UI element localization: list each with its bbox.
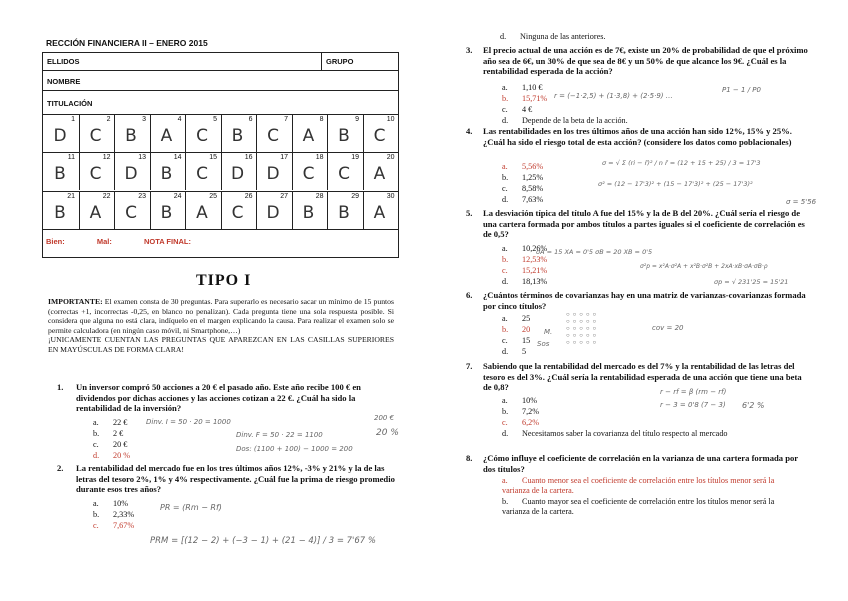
answer-option — [502, 336, 562, 346]
answer-option — [500, 32, 700, 42]
answer-option — [502, 116, 702, 126]
option-text: 8,58% — [522, 184, 544, 193]
answer-sheet — [42, 52, 399, 258]
answer-option — [502, 195, 622, 205]
hand-q7-b: r − 3 = 0'8 (7 − 3) — [660, 401, 726, 409]
answer-number: 4 — [177, 116, 182, 123]
answer-number: 22 — [102, 193, 111, 200]
option-text: 7,63% — [522, 195, 544, 204]
option-letter: b. — [93, 429, 100, 438]
answer-option — [502, 255, 622, 265]
question-number: 5. — [466, 208, 473, 218]
option-letter: d. — [502, 195, 509, 204]
hand-q4-sub: σ² = (12 − 17'3)² + (15 − 17'3)² + (25 − 17'3)² — [598, 180, 753, 188]
instructions-text: El examen consta de 30 preguntas. Para superarlo es necesario sacar un mínimo de 15 puntos (correctas +1, incorrectas -0,25, en blanco no penalizan). Cada pregunta tiene una sola respuesta posible. Si considera que alguna no está clara, indíquelo en el margen explicando la causa. Para realizar el examen solo se permite calculadora (en ningún caso móvil, ni Smartphone,…) — [48, 297, 395, 335]
option-letter: d. — [502, 429, 509, 438]
answer-number: 14 — [173, 154, 182, 161]
answer-option — [502, 476, 796, 496]
option-text: Cuanto mayor sea el coeficiente de correlación entre los títulos menor será la varianza de la cartera. — [502, 497, 775, 516]
option-letter: d. — [502, 116, 509, 125]
exam-page-right — [424, 0, 848, 601]
answer-cell[interactable]: B — [160, 164, 173, 184]
instructions — [48, 297, 394, 355]
answer-cell[interactable]: A — [302, 126, 315, 146]
option-text: 10,26% — [522, 244, 548, 253]
option-text: 5,56% — [522, 162, 544, 171]
answer-option — [502, 429, 802, 439]
hand-q1-a: Dinv. I = 50 · 20 = 1000 — [146, 418, 231, 426]
option-letter: b. — [502, 255, 509, 264]
hand-q2-calc: PRM = [(12 − 2) + (−3 − 1) + (21 − 4)] / 3 = 7'67 % — [150, 536, 376, 546]
option-text: 7,67% — [113, 521, 135, 530]
answer-cell[interactable]: C — [89, 126, 102, 146]
option-text: Ninguna de las anteriores. — [520, 32, 606, 41]
option-text: 1,25% — [522, 173, 544, 182]
answer-number: 26 — [244, 193, 253, 200]
option-letter: a. — [502, 244, 508, 253]
answer-number: 17 — [280, 154, 288, 161]
answer-number: 11 — [67, 154, 75, 161]
option-letter: a. — [502, 83, 508, 92]
answer-cell[interactable]: A — [160, 126, 173, 146]
hand-q6-cov: cov = 20 — [652, 324, 684, 332]
option-letter: c. — [93, 521, 99, 530]
answer-option — [502, 497, 796, 517]
apellidos-label: ELLIDOS — [47, 57, 80, 66]
nota-final-label: NOTA FINAL: — [143, 237, 192, 246]
hand-q2-formula: PR = (Rm − Rf) — [160, 503, 222, 512]
option-letter: b. — [502, 497, 509, 506]
question-number: 2. — [57, 463, 64, 473]
question-number: 4. — [466, 126, 473, 136]
answer-cell[interactable]: B — [54, 164, 66, 184]
option-letter: c. — [502, 336, 508, 345]
instructions-caps: ¡UNICAMENTE CUENTAN LAS PREGUNTAS QUE APAREZCAN EN LAS CASILLAS SUPERIORES EN MAYÚSCULAS DE FORMA CLARA! — [48, 335, 394, 354]
hand-q7-res: 6'2 % — [742, 401, 765, 410]
answer-number: 10 — [386, 116, 395, 123]
hand-q3-calc: r = (−1·2,5) + (1·3,8) + (2·5·9) … — [554, 92, 673, 100]
option-text: 2,33% — [113, 510, 135, 519]
option-text: 22 € — [113, 418, 128, 427]
answer-number: 16 — [244, 154, 253, 161]
option-text: 4 € — [522, 105, 533, 114]
question-text: La desviación típica del título A fue del 15% y la de B del 20%. ¿Cuál sería el riesgo de una cartera formada por ambos títulos a partes iguales si el coeficiente de correlación es de 0,5? — [483, 208, 805, 240]
answer-number: 21 — [67, 193, 75, 200]
question-text: ¿Cuántos términos de covarianzas hay en una matriz de varianzas-covarianzas formada por cinco títulos? — [483, 290, 806, 311]
hand-q6-matrix: ○○○○○ ○○○○○ ○○○○○ ○○○○○ ○○○○○ — [566, 312, 600, 346]
exam-type-title: TIPO I — [196, 272, 252, 289]
answer-option — [93, 429, 213, 439]
answer-cell[interactable]: B — [160, 203, 173, 223]
hand-q4-calc: σ = √ Σ (ri − r̄)² / n r̄ = (12 + 15 + 25) / 3 = 17'3 — [602, 159, 761, 167]
option-letter: b. — [93, 510, 100, 519]
mal-label: Mal: — [96, 237, 112, 246]
hand-q6-m: M. — [544, 328, 553, 336]
answer-number: 3 — [142, 116, 146, 123]
option-text: 2 € — [113, 429, 124, 438]
answer-cell[interactable]: A — [196, 203, 208, 223]
answer-option — [502, 418, 802, 428]
answer-cell[interactable]: A — [89, 203, 102, 223]
answer-option — [93, 510, 163, 520]
answer-cell[interactable]: C — [302, 164, 315, 184]
option-letter: b. — [502, 325, 509, 334]
option-letter: d. — [93, 451, 100, 460]
answer-number: 8 — [319, 116, 324, 123]
answer-number: 7 — [284, 116, 288, 123]
answer-cell[interactable]: C — [196, 164, 208, 184]
option-letter: c. — [93, 440, 99, 449]
answer-number: 19 — [351, 154, 359, 161]
option-text: 20 € — [113, 440, 128, 449]
option-letter: a. — [93, 418, 99, 427]
answer-cell[interactable]: D — [230, 164, 245, 184]
hand-q6-sos: Sos — [537, 340, 550, 348]
answer-number: 2 — [106, 116, 111, 123]
answer-number: 24 — [173, 193, 182, 200]
answer-cell[interactable]: C — [267, 126, 279, 146]
answer-cell[interactable]: C — [196, 126, 208, 146]
option-letter: c. — [502, 418, 508, 427]
answer-cell[interactable]: C — [125, 203, 137, 223]
question-text: Las rentabilidades en los tres últimos años de una acción han sido 12%, 15% y 25%. ¿Cuál ha sido el riesgo total de esta acción? (considere los datos como poblacionales) — [483, 126, 792, 147]
option-letter: b. — [502, 94, 509, 103]
answer-option — [502, 314, 562, 324]
option-text: Depende de la beta de la acción. — [522, 116, 628, 125]
answer-number: 25 — [209, 193, 217, 200]
option-text: 15 — [522, 336, 531, 345]
answer-number: 12 — [102, 154, 111, 161]
question-text: La rentabilidad del mercado fue en los tres últimos años 12%, -3% y 21% y la de las letras del tesoro 2%, 1% y 4% respectivamente. ¿Cuál fue la prima de riesgo promedio durante esos tres años? — [76, 463, 395, 495]
answer-cell[interactable]: C — [89, 164, 102, 184]
question-number: 7. — [466, 361, 473, 371]
option-text: 20 % — [113, 451, 131, 460]
answer-number: 20 — [386, 154, 395, 161]
hand-q4-res: σ = 5'56 — [786, 198, 817, 206]
question-number: 3. — [466, 45, 473, 55]
option-letter: d. — [500, 32, 507, 41]
answer-option — [93, 451, 213, 461]
bien-label: Bien: — [46, 237, 65, 246]
question-number: 8. — [466, 453, 473, 463]
hand-q7-a: r − rf = β (rm − rf) — [660, 388, 727, 396]
question-text: ¿Cómo influye el coeficiente de correlación en la varianza de una cartera formada por dos títulos? — [483, 453, 798, 474]
answer-cell[interactable]: A — [373, 203, 386, 223]
answer-cell[interactable]: C — [231, 203, 244, 223]
question-text: Un inversor compró 50 acciones a 20 € el pasado año. Este año recibe 100 € en dividendos por dichas acciones y las acciones cotizan a 22 €. ¿Cuál ha sido la rentabilidad de la inversión? — [76, 382, 361, 414]
answer-number: 27 — [280, 193, 288, 200]
answer-cell[interactable]: C — [338, 164, 350, 184]
hand-q3-p: P1 − 1 / P0 — [722, 86, 761, 94]
option-text: Cuanto menor sea el coeficiente de correlación entre los títulos menor será la varianza de la cartera. — [502, 476, 775, 495]
option-letter: a. — [502, 476, 508, 485]
option-text: 5 — [522, 347, 527, 356]
option-text: 1,10 € — [522, 83, 543, 92]
option-letter: a. — [502, 162, 508, 171]
option-letter: b. — [502, 407, 509, 416]
hand-q1-c: Dos: (1100 + 100) − 1000 = 200 — [236, 445, 353, 453]
option-text: 10% — [522, 396, 538, 405]
answer-cell[interactable]: B — [338, 203, 350, 223]
answer-number: 29 — [351, 193, 359, 200]
option-letter: b. — [502, 173, 509, 182]
answer-cell[interactable]: D — [266, 164, 280, 184]
answer-cell[interactable]: D — [53, 126, 67, 146]
option-text: 10% — [113, 499, 129, 508]
answer-number: 5 — [213, 116, 217, 123]
answer-option — [93, 499, 163, 509]
question-number: 1. — [57, 382, 64, 392]
answer-cell[interactable]: A — [373, 164, 386, 184]
answer-cell[interactable]: D — [266, 203, 280, 223]
option-letter: c. — [502, 266, 508, 275]
question-text: El precio actual de una acción es de 7€, existe un 20% de probabilidad de que el próximo año sea de 6€, un 30% de que sea de 8€ y un 50% de que alcance los 9€. ¿Cuál es la rentabilidad esperada de la acción? — [483, 45, 808, 77]
hand-q1-r1: 200 € — [374, 414, 395, 422]
option-text: 15,21% — [522, 266, 548, 275]
answer-cell[interactable]: B — [231, 126, 244, 146]
answer-number: 9 — [355, 116, 359, 123]
hand-q1-r2: 20 % — [376, 428, 399, 438]
answer-number: 18 — [315, 154, 324, 161]
question-text: Sabiendo que la rentabilidad del mercado es del 7% y la rentabilidad de las letras del tesoro es del 3%. ¿Cuál sería la rentabilidad esperada de una acción que tiene una beta de 0,8? — [483, 361, 802, 393]
option-text: 7,2% — [522, 407, 540, 416]
answer-option — [502, 325, 562, 335]
answer-number: 6 — [248, 116, 253, 123]
option-letter: a. — [502, 314, 508, 323]
answer-cell[interactable]: B — [54, 203, 66, 223]
nombre-label: NOMBRE — [47, 77, 81, 86]
answer-option — [502, 277, 622, 287]
hand-q5-form: σ²p = x²A·σ²A + x²B·σ²B + 2xA·xB·σA·σB·ρ — [640, 263, 768, 270]
answer-number: 1 — [71, 116, 75, 123]
option-text: 25 — [522, 314, 531, 323]
option-text: 6,2% — [522, 418, 540, 427]
grupo-label: GRUPO — [326, 57, 354, 66]
instructions-label: IMPORTANTE: — [48, 297, 103, 306]
answer-cell[interactable]: B — [302, 203, 315, 223]
option-letter: a. — [93, 499, 99, 508]
answer-cell[interactable]: C — [373, 126, 386, 146]
answer-option — [502, 347, 562, 357]
answer-option — [502, 105, 702, 115]
hand-q5-res: σp = √ 231'25 = 15'21 — [714, 278, 789, 286]
option-text: 18,13% — [522, 277, 548, 286]
answer-option — [502, 266, 622, 276]
answer-cell[interactable]: B — [125, 126, 137, 146]
answer-cell[interactable]: B — [338, 126, 350, 146]
question-number: 6. — [466, 290, 473, 300]
option-letter: c. — [502, 184, 508, 193]
answer-number: 13 — [138, 154, 146, 161]
answer-option — [93, 440, 213, 450]
hand-q5-data: σA = 15 XA = 0'5 σB = 20 XB = 0'5 — [536, 248, 653, 256]
answer-option — [93, 521, 163, 531]
option-text: 20 — [522, 325, 531, 334]
option-letter: c. — [502, 105, 508, 114]
option-text: 12,53% — [522, 255, 548, 264]
exam-header-title: RECCIÓN FINANCIERA II – ENERO 2015 — [46, 38, 208, 48]
option-letter: d. — [502, 347, 509, 356]
answer-number: 28 — [315, 193, 324, 200]
answer-number: 30 — [386, 193, 395, 200]
hand-q1-b: Dinv. F = 50 · 22 = 1100 — [236, 431, 323, 439]
option-text: Necesitamos saber la covarianza del título respecto al mercado — [522, 429, 728, 438]
titulacion-label: TITULACIÓN — [47, 99, 93, 108]
option-text: 15,71% — [522, 94, 548, 103]
answer-number: 23 — [138, 193, 146, 200]
option-letter: d. — [502, 277, 509, 286]
answer-cell[interactable]: D — [124, 164, 138, 184]
answer-number: 15 — [209, 154, 217, 161]
option-letter: a. — [502, 396, 508, 405]
score-line — [46, 237, 191, 246]
